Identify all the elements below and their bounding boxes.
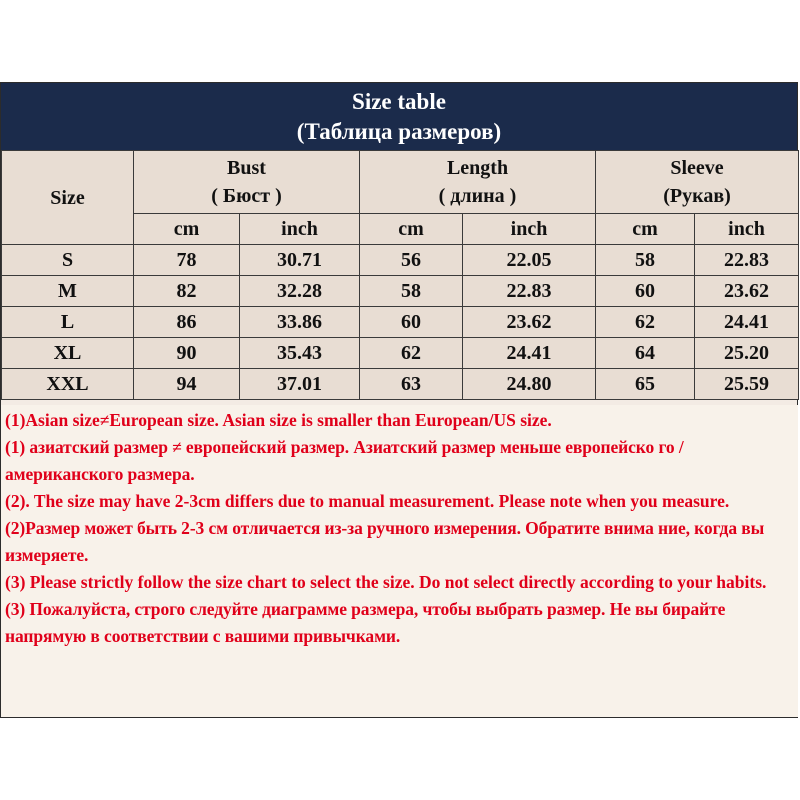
size-chart-sheet: [0, 82, 798, 718]
table-cell: 24.41: [463, 338, 596, 369]
sleeve-label: Sleeve: [670, 157, 724, 179]
title-band: [1, 83, 797, 150]
table-cell: 78: [134, 245, 240, 276]
size-cell: S: [2, 245, 134, 276]
table-cell: 23.62: [463, 307, 596, 338]
table-cell: 86: [134, 307, 240, 338]
table-cell: 24.41: [695, 307, 799, 338]
table-cell: 24.80: [463, 369, 596, 400]
table-cell: 23.62: [695, 276, 799, 307]
table-cell: 58: [360, 276, 463, 307]
size-column-header: Size: [2, 151, 134, 245]
table-cell: 22.83: [463, 276, 596, 307]
table-cell: 33.86: [240, 307, 360, 338]
table-cell: 58: [596, 245, 695, 276]
length-label: Length: [446, 157, 509, 179]
unit-header: inch: [463, 214, 596, 245]
table-cell: 22.05: [463, 245, 596, 276]
unit-header: inch: [695, 214, 799, 245]
table-row: [2, 245, 799, 276]
table-cell: 25.20: [695, 338, 799, 369]
table-row: [2, 307, 799, 338]
length-label-ru: ( длина ): [438, 185, 517, 207]
note-1-ru: (1) азиатский размер ≠ европейский размер. Азиатский размер меньше европейско го / американского размера.: [5, 437, 684, 484]
size-cell: XXL: [2, 369, 134, 400]
size-cell: M: [2, 276, 134, 307]
unit-header: inch: [240, 214, 360, 245]
note-2-ru: (2)Размер может быть 2-3 см отличается из-за ручного измерения. Обратите внима ние, когда вы измеряете.: [5, 518, 765, 565]
note-3-ru: (3) Пожалуйста, строго следуйте диаграмме размера, чтобы выбрать размер. Не вы бирайте напрямую в соответствии с вашими привычками.: [5, 599, 726, 646]
table-row: [2, 338, 799, 369]
table-cell: 56: [360, 245, 463, 276]
table-cell: 62: [596, 307, 695, 338]
unit-header: cm: [596, 214, 695, 245]
title-english: Size table: [352, 89, 446, 114]
table-cell: 60: [360, 307, 463, 338]
table-cell: 65: [596, 369, 695, 400]
table-cell: 90: [134, 338, 240, 369]
table-cell: 60: [596, 276, 695, 307]
size-notes: [1, 405, 798, 717]
table-cell: 35.43: [240, 338, 360, 369]
note-1-en: (1)Asian size≠European size. Asian size is smaller than European/US size.: [5, 410, 552, 430]
table-cell: 22.83: [695, 245, 799, 276]
unit-header: cm: [134, 214, 240, 245]
unit-header: cm: [360, 214, 463, 245]
sleeve-label-ru: (Рукав): [663, 185, 731, 207]
note-2-en: (2). The size may have 2-3cm differs due to manual measurement. Please note when you measure.: [5, 491, 730, 511]
bust-label: Bust: [227, 157, 266, 179]
table-cell: 32.28: [240, 276, 360, 307]
title-russian: (Таблица размеров): [296, 119, 502, 144]
sleeve-group-header: [596, 151, 799, 214]
table-cell: 62: [360, 338, 463, 369]
table-cell: 63: [360, 369, 463, 400]
table-cell: 64: [596, 338, 695, 369]
bust-group-header: [134, 151, 360, 214]
table-cell: 37.01: [240, 369, 360, 400]
size-cell: XL: [2, 338, 134, 369]
note-3-en: (3) Please strictly follow the size chart to select the size. Do not select directly according to your habits.: [5, 572, 767, 592]
table-row: [2, 276, 799, 307]
table-cell: 82: [134, 276, 240, 307]
table-row: [2, 369, 799, 400]
table-cell: 25.59: [695, 369, 799, 400]
bust-label-ru: ( Бюст ): [211, 185, 282, 207]
size-cell: L: [2, 307, 134, 338]
length-group-header: [360, 151, 596, 214]
table-cell: 94: [134, 369, 240, 400]
table-cell: 30.71: [240, 245, 360, 276]
size-table: [1, 150, 799, 400]
